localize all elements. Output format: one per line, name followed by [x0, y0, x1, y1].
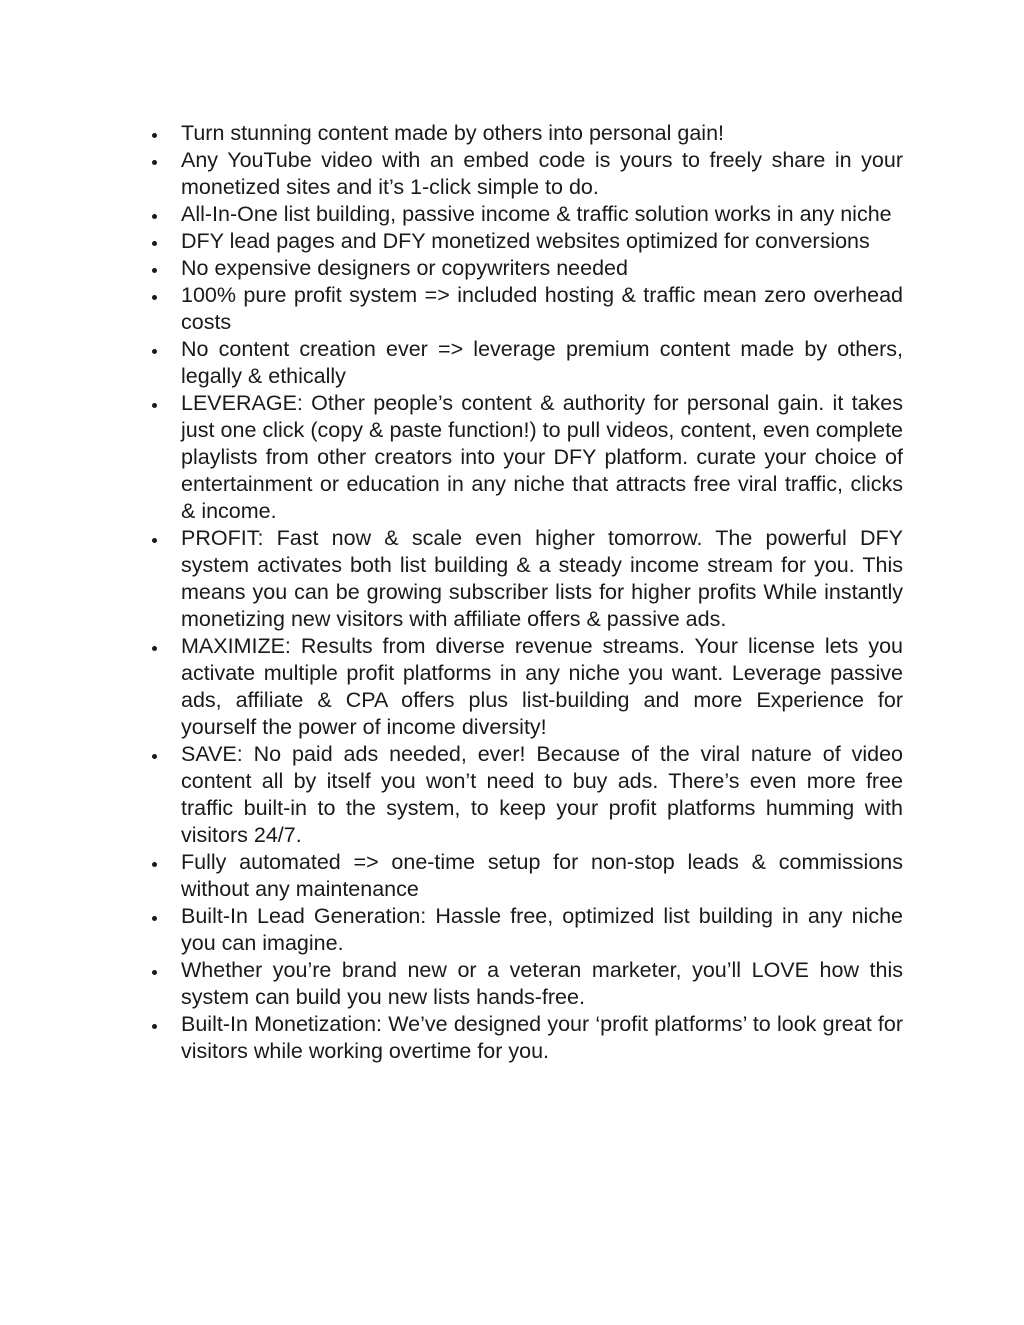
list-item-text: 100% pure profit system => included hosting & traffic mean zero overhead costs [181, 283, 903, 334]
bullet-icon [152, 1024, 157, 1029]
list-item [181, 228, 903, 255]
list-item-text: SAVE: No paid ads needed, ever! Because of the viral nature of video content all by itself you won’t need to buy ads. There’s even more free traffic built-in to the system, to keep your profit platforms humming with visitors 24/7. [181, 742, 903, 847]
list-item-text: No expensive designers or copywriters needed [181, 256, 628, 280]
bullet-icon [152, 403, 157, 408]
bullet-icon [152, 754, 157, 759]
list-item [181, 525, 903, 633]
bullet-icon [152, 646, 157, 651]
list-item-text: Whether you’re brand new or a veteran marketer, you’ll LOVE how this system can build you new lists hands-free. [181, 958, 903, 1009]
list-item-text: Any YouTube video with an embed code is yours to freely share in your monetized sites and it’s 1-click simple to do. [181, 148, 903, 199]
list-item [181, 849, 903, 903]
bullet-icon [152, 133, 157, 138]
list-item-text: Turn stunning content made by others into personal gain! [181, 121, 725, 145]
bullet-icon [152, 349, 157, 354]
list-item-text: DFY lead pages and DFY monetized websites optimized for conversions [181, 229, 870, 253]
feature-bullet-list [181, 120, 903, 1065]
list-item [181, 741, 903, 849]
list-item [181, 633, 903, 741]
list-item-text: Fully automated => one-time setup for non-stop leads & commissions without any maintenance [181, 850, 903, 901]
list-item [181, 390, 903, 525]
list-item [181, 1011, 903, 1065]
bullet-icon [152, 295, 157, 300]
bullet-icon [152, 916, 157, 921]
bullet-icon [152, 268, 157, 273]
list-item [181, 282, 903, 336]
list-item-text: All-In-One list building, passive income & traffic solution works in any niche [181, 202, 892, 226]
bullet-icon [152, 970, 157, 975]
list-item-text: Built-In Monetization: We’ve designed your ‘profit platforms’ to look great for visitors while working overtime for you. [181, 1012, 903, 1063]
bullet-icon [152, 214, 157, 219]
bullet-icon [152, 538, 157, 543]
bullet-icon [152, 160, 157, 165]
list-item [181, 336, 903, 390]
bullet-icon [152, 241, 157, 246]
list-item [181, 147, 903, 201]
list-item-text: LEVERAGE: Other people’s content & authority for personal gain. it takes just one click (copy & paste function!) to pull videos, content, even complete playlists from other creators into your DFY platform. curate your choice of entertainment or education in any niche that attracts free viral traffic, clicks & income. [181, 391, 903, 523]
list-item [181, 120, 903, 147]
list-item [181, 957, 903, 1011]
list-item [181, 201, 903, 228]
list-item-text: No content creation ever => leverage premium content made by others, legally & ethically [181, 337, 903, 388]
list-item-text: Built-In Lead Generation: Hassle free, optimized list building in any niche you can imagine. [181, 904, 903, 955]
list-item [181, 903, 903, 957]
list-item-text: MAXIMIZE: Results from diverse revenue streams. Your license lets you activate multiple profit platforms in any niche you want. Leverage passive ads, affiliate & CPA offers plus list-building and more Experience for yourself the power of income diversity! [181, 634, 903, 739]
list-item [181, 255, 903, 282]
list-item-text: PROFIT: Fast now & scale even higher tomorrow. The powerful DFY system activates both list building & a steady income stream for you. This means you can be growing subscriber lists for higher profits While instantly monetizing new visitors with affiliate offers & passive ads. [181, 526, 903, 631]
bullet-icon [152, 862, 157, 867]
